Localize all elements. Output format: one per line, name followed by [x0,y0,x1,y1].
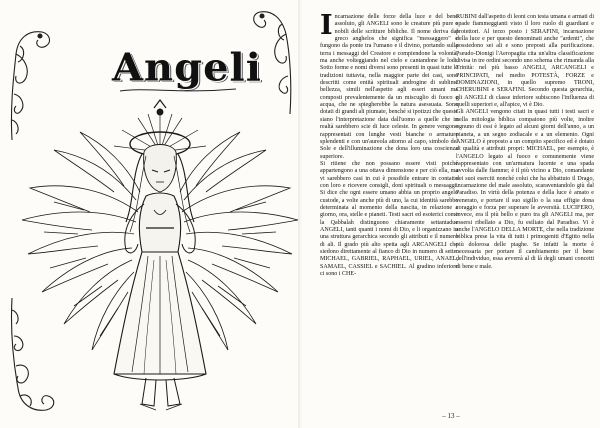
paragraph-2: Si ritiene che non possano essere visti poiché appartengono a una ottava dimensione e per ciò ella, ma vi sarebbero casi in cui è possibile entrare in contatto con loro e ricevere consigli, doni spirituali o messaggi. Si dice che ogni essere umano abbia un proprio angelo custode, a volte anche più di uno, la cui identità sarebbe determinata al momento della nascita, in relazione a giorno, ora, stelle e pianeti. Testi sacri ed esoterici come la Qabbalah distinguono chiaramente settantadue ANGELI, tanti quanti i nomi di Dio, e li organizzano in una struttura gerarchica secondo gli attributi e il numero di ali. Il grado più alto spetta agli ARCANGELI che siedono direttamente al fianco di Dio in numero di sette: MICHAEL, GABRIEL, RAPHAEL, URIEL, ANAEL, SAMAEL, CASSIEL e SACHIEL. Al gradino inferiore ci sono i CHE- [320,160,458,278]
text-column-2 [456,14,594,271]
paragraph-3: RUBINI dall'aspetto di leoni con testa umana e armati di spade fiammeggianti visto il loro ruolo di guardiani e protettori. Al terzo posto i SERAFINI, incarnazione della luce e per questo denominati anche "ardenti", che possiedono sei ali e sono preposti alla purificazione. Pseudo-Dionigi l'Aeropagita cita un'altra classificazione divisa in tre ordini secondo uno schema che rimanda alla Trinità: nel più basso ANGELI, ARCANGELI e PRINCIPATI, nel medio POTESTÀ, FORZE e DOMINAZIONI, in quello supremo TRONI, CHERUBINI e SERAFINI. Secondo questa gerarchia, gli ANGELI di classe inferiore subiscono l'influenza di quelli superiori e, all'apice, vi è Dio. [456,14,594,109]
paragraph-4: Gli ANGELI vengono citati in quasi tutti i testi sacri e nella mitologia biblica compaiono più volte, inoltre ognuno di essi è legato ad alcuni giorni dell'anno, a un pianeta, a un segno zodiacale e a un elemento. Ogni ANGELO è preposto a un compito specifico ed è dotato di qualità e attributi propri: MICHAEL, per esempio, è l'ANGELO legato al fuoco e comunemente viene rappresentato con un'armatura lucente e una spada avvolta dalle fiamme; è il più vicino a Dio, comandante dei suoi eserciti nonché colui che ha abbattuto il Drago, incarnazione del male assoluto, scaraventandolo giù dal Paradiso. In virtù della potenza e della luce è amato e venerato, e portare il suo sigillo o la sua effigie dona coraggio e forza per superare le avversità. LUCIFERO, invece, era il più bello e puro tra gli ANGELI ma, per essersi ribellato a Dio, fu esiliato dal Paradiso. Vi è anche l'ANGELO DELLA MORTE, che nella tradizione biblica prese la vita di tutti i primogeniti d'Egitto nella più dolorosa delle piaghe. Se infatti la morte è necessaria per portare il cambiamento per il bene dell'individuo, essa avverrà al di là degli umani concetti di bene e male. [456,109,594,270]
paragraph-1: ncarnazione delle forze della luce e del bene assoluto, gli ANGELI sono le creature più pure e nobili delle scritture bibliche. Il nome deriva dal greco anghelos che significa "messaggero" e fungono da ponte tra l'umano e il divino, portando sulla terra i messaggi del Creatore e compiendone la volontà, ma anche volteggiando nel cielo e cantandone le lodi. Sotto forme e nomi diversi sono presenti in quasi tutte le tradizioni tuttavia, nella maggior parte dei casi, sono descritti come entità spirituali androgine di sublime bellezza, simili nell'aspetto agli esseri umani ma composti prevalentemente da un miscuglio di fuoco e acqua, che ne spiegherebbe la natura asessuata. Sono dotati di grandi ali piumate, benché si ipotizzi che queste siano l'interpretazione data dall'uomo a quelle che in realtà sarebbero scie di luce celeste. In genere vengono rappresentati con lunghe vesti bianche o armature splendenti e con un'aureola attorno al capo, simbolo del Sole e dell'illuminazione che dona loro una coscienza superiore. [320,14,458,160]
drop-cap: I [320,10,333,41]
right-wing [180,132,298,350]
angel-illustration [14,92,306,418]
right-page [302,0,600,428]
left-wing [22,132,140,350]
text-column-1 [320,10,458,278]
page-title: Angeli [112,45,262,90]
page-number: – 13 – [442,412,460,420]
